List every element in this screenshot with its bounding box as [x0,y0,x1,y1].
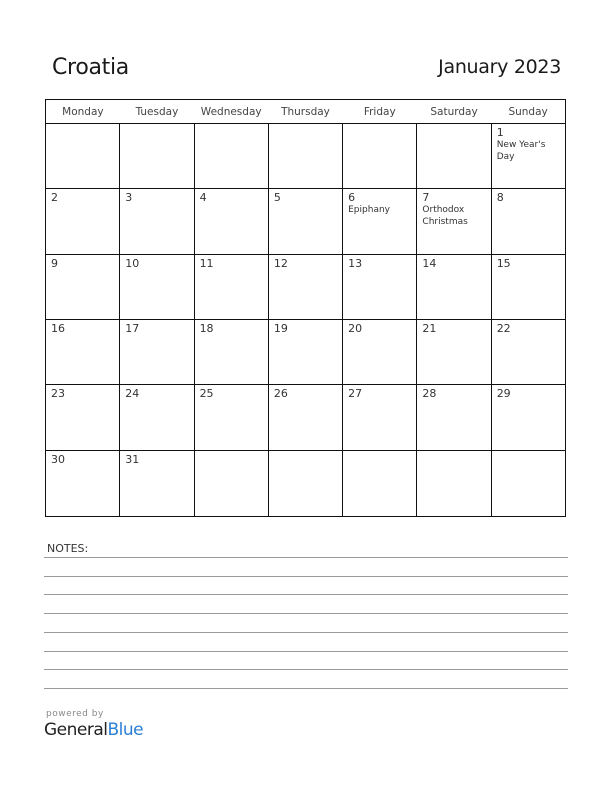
day-cell [120,189,194,255]
weekday-wednesday: Wednesday [194,100,268,124]
day-cell [268,320,342,385]
day-cell [268,189,342,255]
day-number: 9 [51,257,58,270]
day-number: 2 [51,191,58,204]
day-number: 18 [199,322,214,335]
brand-general: General [44,720,108,740]
day-number: 23 [51,387,65,400]
day-number: 30 [51,453,65,466]
day-number: 22 [496,322,511,335]
empty-day-cell [417,451,491,517]
day-number: 16 [51,322,65,335]
notes-line [44,557,568,558]
day-number: 3 [125,191,133,204]
weekday-monday: Monday [46,100,120,124]
holiday-label: Orthodox Christmas [422,205,468,227]
day-cell [46,255,120,320]
empty-day-cell [268,451,342,517]
notes-line [44,594,568,595]
day-cell [491,385,565,451]
day-cell [417,320,491,385]
weekday-thursday: Thursday [268,100,342,124]
day-number: 11 [199,257,214,270]
day-cell [120,385,194,451]
powered-by-text: powered by [46,709,104,719]
day-number: 31 [125,453,140,466]
notes-line [44,651,568,652]
notes-line [44,576,568,577]
day-number: 29 [496,387,511,400]
day-number: 20 [348,322,363,335]
notes-label: NOTES: [47,542,89,555]
day-cell [194,320,268,385]
day-cell [120,320,194,385]
empty-day-cell [343,451,417,517]
week-row [46,451,566,517]
day-cell [194,385,268,451]
day-number: 24 [125,387,140,400]
day-cell [46,320,120,385]
country-title: Croatia [52,55,129,80]
empty-day-cell [343,124,417,189]
day-cell [491,189,565,255]
day-cell [343,385,417,451]
day-cell [46,451,120,517]
day-cell [417,385,491,451]
day-cell [417,189,491,255]
holiday-label: Epiphany [348,205,390,215]
day-cell [491,124,565,189]
weekday-friday: Friday [343,100,417,124]
notes-line [44,613,568,614]
weekday-header-row [46,100,566,124]
day-number: 28 [422,387,437,400]
day-number: 26 [273,387,288,400]
notes-line [44,669,568,670]
day-number: 5 [273,191,281,204]
day-cell [343,255,417,320]
day-number: 21 [422,322,437,335]
week-row [46,189,566,255]
empty-day-cell [120,124,194,189]
day-number: 8 [496,191,504,204]
day-cell [46,385,120,451]
day-number: 10 [125,257,140,270]
day-number: 25 [199,387,214,400]
day-number: 13 [348,257,363,270]
empty-day-cell [194,124,268,189]
empty-day-cell [194,451,268,517]
day-cell [268,385,342,451]
day-number: 27 [348,387,363,400]
day-number: 15 [496,257,511,270]
day-number: 14 [422,257,437,270]
week-row [46,255,566,320]
empty-day-cell [46,124,120,189]
day-number: 6 [348,191,356,204]
day-cell [491,255,565,320]
calendar-grid [45,99,566,517]
day-cell [268,255,342,320]
day-cell [194,255,268,320]
weekday-tuesday: Tuesday [120,100,194,124]
empty-day-cell [268,124,342,189]
day-cell [194,189,268,255]
generalblue-logo [44,720,143,740]
day-number: 19 [273,322,288,335]
day-cell [46,189,120,255]
day-cell [491,320,565,385]
week-row [46,385,566,451]
weekday-sunday: Sunday [491,100,565,124]
day-cell [120,255,194,320]
day-number: 4 [199,191,207,204]
day-number: 1 [496,126,504,139]
holiday-label: New Year's Day [496,140,546,162]
day-cell [417,255,491,320]
empty-day-cell [491,451,565,517]
week-row [46,320,566,385]
notes-line [44,688,568,689]
day-number: 17 [125,322,140,335]
day-cell [120,451,194,517]
notes-line [44,632,568,633]
brand-blue: Blue [107,720,144,740]
day-number: 12 [273,257,288,270]
empty-day-cell [417,124,491,189]
day-cell [343,320,417,385]
week-row [46,124,566,189]
month-year-title: January 2023 [438,56,561,78]
day-cell [343,189,417,255]
weekday-saturday: Saturday [417,100,491,124]
day-number: 7 [422,191,430,204]
